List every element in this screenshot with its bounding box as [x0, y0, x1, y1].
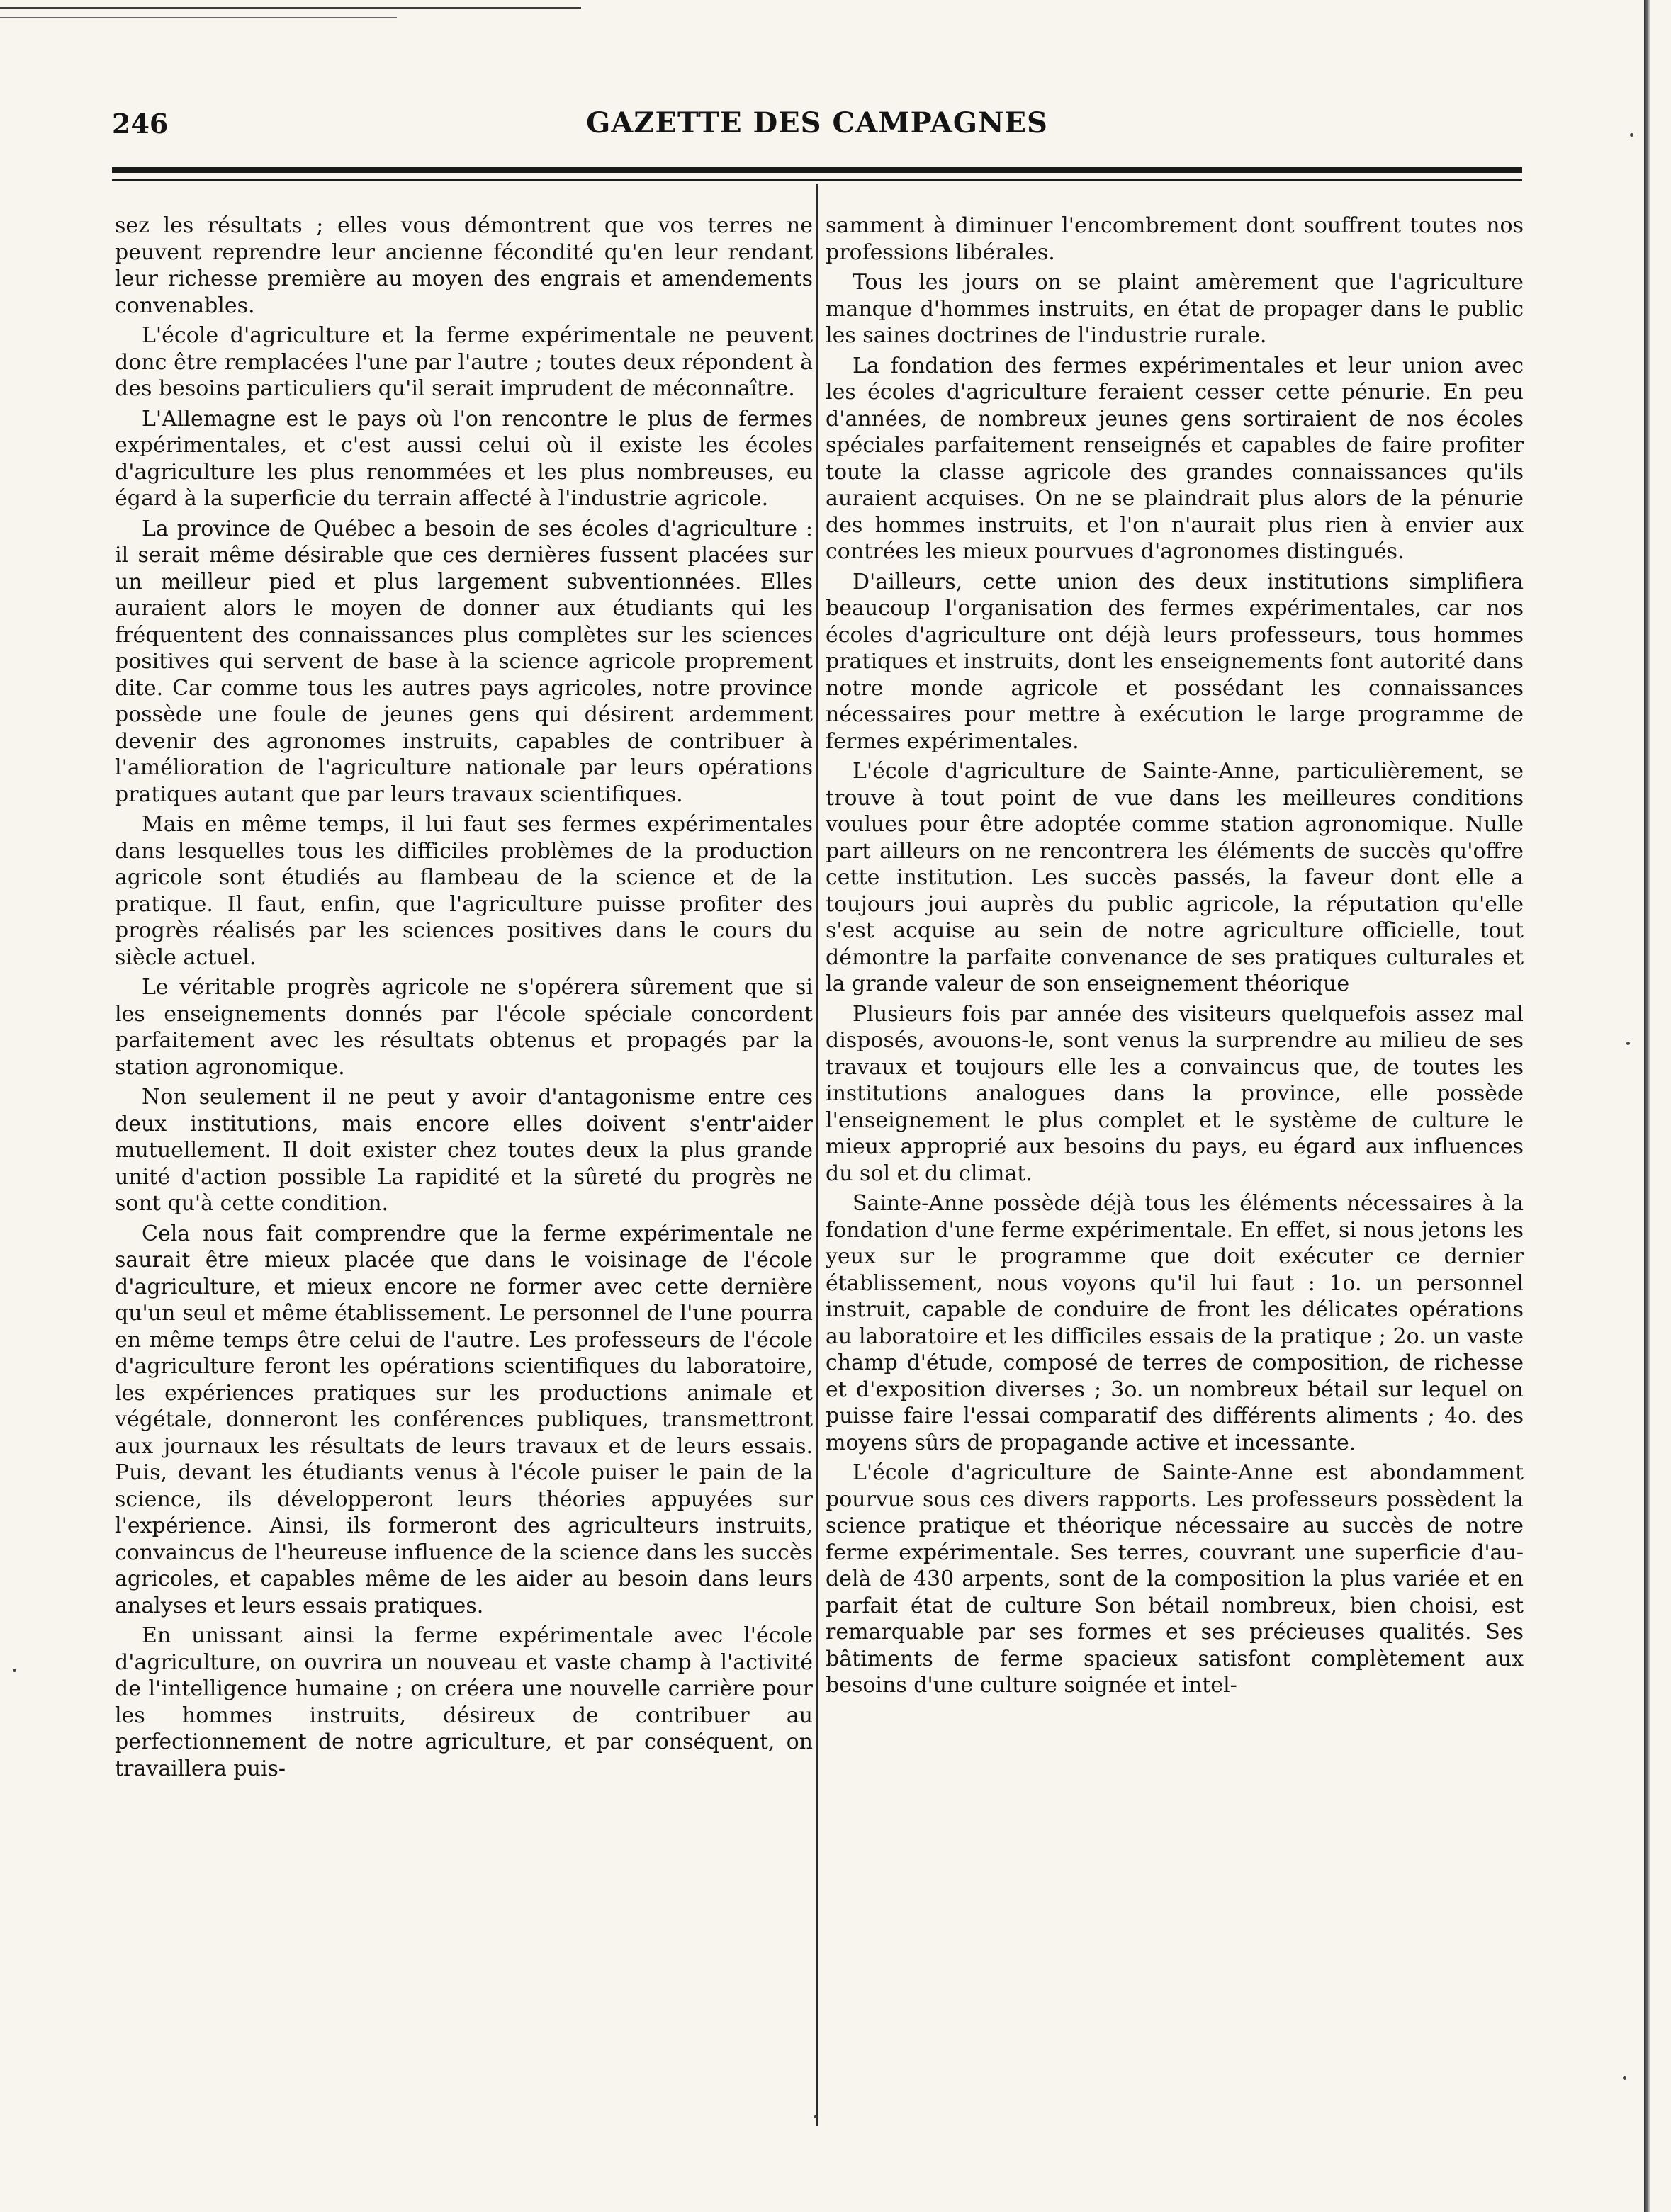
paragraph: L'école d'agriculture de Sainte-Anne est abondamment pourvue sous ces divers rapports. Les professeurs possèdent la science pratique et théorique nécessaire au succès de notre ferme expérimentale. Ses terres, couvrant une superficie d'au-delà de 430 arpents, sont de la composition la plus variée et en parfait état de culture Son bétail nombreux, bien choisi, est remarquable par ses formes et ses précieuses qualités. Ses bâtiments de ferme spacieux satisfont complètement aux besoins d'une culture soignée et intel-	[826, 1460, 1524, 1698]
header-rule-thick	[112, 167, 1522, 173]
paragraph: Le véritable progrès agricole ne s'opérera sûrement que si les enseignements donnés par l'école spéciale concordent parfaitement avec les résultats obtenus et propagés par la station agronomique.	[115, 975, 813, 1080]
column-divider	[816, 184, 818, 2126]
page-header	[112, 101, 1522, 143]
paragraph: Sainte-Anne possède déjà tous les éléments nécessaires à la fondation d'une ferme expérimentale. En effet, si nous jetons les yeux sur le programme que doit exécuter ce dernier établissement, nous voyons qu'il lui faut : 1o. un personnel instruit, capable de conduire de front les délicates opérations au laboratoire et les difficiles essais de la pratique ; 2o. un vaste champ d'étude, composé de terres de composition, de richesse et d'exposition diverses ; 3o. un nombreux bétail sur lequel on puisse faire l'essai comparatif des différents aliments ; 4o. des moyens sûrs de propagande active et incessante.	[826, 1191, 1524, 1455]
paragraph: Mais en même temps, il lui faut ses fermes expérimentales dans lesquelles tous les difficiles problèmes de la production agricole sont étudiés au flambeau de la science et de la pratique. Il faut, enfin, que l'agriculture puisse profiter des progrès réalisés par les sciences positives dans le cours du siècle actuel.	[115, 812, 813, 970]
right-column	[826, 213, 1524, 2118]
top-border-line-secondary	[0, 17, 397, 18]
paragraph: Non seulement il ne peut y avoir d'antagonisme entre ces deux institutions, mais encore elles doivent s'entr'aider mutuellement. Il doit exister chez toutes deux la plus grande unité d'action possible La rapidité et la sûreté du progrès ne sont qu'à cette condition.	[115, 1085, 813, 1216]
paragraph: L'école d'agriculture et la ferme expérimentale ne peuvent donc être remplacées l'une par l'autre ; toutes deux répondent à des besoins particuliers qu'il serait imprudent de méconnaître.	[115, 323, 813, 401]
header-rule-thin	[112, 179, 1522, 181]
paragraph: Plusieurs fois par année des visiteurs quelquefois assez mal disposés, avouons-le, sont venus la surprendre au milieu de ses travaux et toujours elle les a convaincus que, de toutes les institutions analogues dans la province, elle possède l'enseignement le plus complet et le système de culture le mieux approprié aux besoins du pays, eu égard aux influences du sol et du climat.	[826, 1001, 1524, 1186]
paragraph: L'Allemagne est le pays où l'on rencontre le plus de fermes expérimentales, et c'est aussi celui où il existe les écoles d'agriculture les plus renommées et les plus nombreuses, eu égard à la superficie du terrain affecté à l'industrie agricole.	[115, 406, 813, 511]
paragraph: Cela nous fait comprendre que la ferme expérimentale ne saurait être mieux placée que dans le voisinage de l'école d'agriculture, et mieux encore ne former avec cette dernière qu'un seul et même établissement. Le personnel de l'une pourra en même temps être celui de l'autre. Les professeurs de l'école d'agriculture feront les opérations scientifiques du laboratoire, les expériences pratiques sur les productions animale et végétale, donneront les conférences publiques, transmettront aux journaux les résultats de leurs travaux et de leurs essais. Puis, devant les étudiants venus à l'école puiser le pain de la science, ils développeront leurs théories appuyées sur l'expérience. Ainsi, ils formeront des agriculteurs instruits, convaincus de l'heureuse influence de la science dans les succès agricoles, et capables même de les aider au besoin dans leurs analyses et leurs essais pratiques.	[115, 1221, 813, 1618]
print-speck	[13, 1669, 16, 1672]
paragraph: D'ailleurs, cette union des deux institutions simplifiera beaucoup l'organisation des fermes expérimentales, car nos écoles d'agriculture ont déjà leurs professeurs, tous hommes pratiques et instruits, dont les enseignements font autorité dans notre monde agricole et possédant les connaissances nécessaires pour mettre à exécution le large programme de fermes expérimentales.	[826, 569, 1524, 754]
paragraph: samment à diminuer l'encombrement dont souffrent toutes nos professions libérales.	[826, 213, 1524, 265]
paragraph: L'école d'agriculture de Sainte-Anne, particulièrement, se trouve à tout point de vue dans les meilleures conditions voulues pour être adoptée comme station agronomique. Nulle part ailleurs on ne rencontrera les éléments de succès qu'offre cette institution. Les succès passés, la faveur dont elle a toujours joui auprès du public agricole, la réputation qu'elle s'est acquise au sein de notre agriculture officielle, tout démontre la parfaite convenance de ses pratiques culturales et la grande valeur de son enseignement théorique	[826, 759, 1524, 996]
paragraph: Tous les jours on se plaint amèrement que l'agriculture manque d'hommes instruits, en état de propager dans le public les saines doctrines de l'industrie rurale.	[826, 270, 1524, 348]
top-border-line	[0, 7, 581, 9]
page-number: 246	[112, 108, 169, 140]
left-column	[115, 213, 813, 2118]
paragraph: sez les résultats ; elles vous démontrent que vos terres ne peuvent reprendre leur ancienne fécondité qu'en leur rendant leur richesse première au moyen des engrais et amendements convenables.	[115, 213, 813, 318]
print-speck	[1630, 133, 1633, 137]
paragraph: La province de Québec a besoin de ses écoles d'agriculture : il serait même désirable que ces dernières fussent placées sur un meilleur pied et plus largement subventionnées. Elles auraient alors le moyen de donner aux étudiants qui les fréquentent des connaissances plus complètes sur les sciences positives qui servent de base à la science agricole proprement dite. Car comme tous les autres pays agricoles, notre province possède une foule de jeunes gens qui désirent ardemment devenir des agronomes instruits, capables de contribuer à l'amélioration de l'agriculture nationale par leurs opérations pratiques autant que par leurs travaux scientifiques.	[115, 516, 813, 807]
paragraph: En unissant ainsi la ferme expérimentale avec l'école d'agriculture, on ouvrira un nouveau et vaste champ à l'activité de l'intelligence humaine ; on créera une nouvelle carrière pour les hommes instruits, désireux de contribuer au perfectionnement de notre agriculture, et par conséquent, on travaillera puis-	[115, 1623, 813, 1781]
paragraph: La fondation des fermes expérimentales et leur union avec les écoles d'agriculture feraient cesser cette pénurie. En peu d'années, de nombreux jeunes gens sortiraient de nos écoles spéciales parfaitement renseignés et capables de faire profiter toute la classe agricole des grandes connaissances qu'ils auraient acquises. On ne se plaindrait plus alors de la pénurie des hommes instruits, et l'on n'aurait plus rien à envier aux contrées les mieux pourvues d'agronomes distingués.	[826, 353, 1524, 564]
print-speck	[1626, 1042, 1630, 1045]
page-binding-edge	[1644, 0, 1650, 2212]
running-title: GAZETTE DES CAMPAGNES	[586, 106, 1048, 140]
print-speck	[814, 2115, 817, 2118]
print-speck	[1623, 2076, 1626, 2080]
